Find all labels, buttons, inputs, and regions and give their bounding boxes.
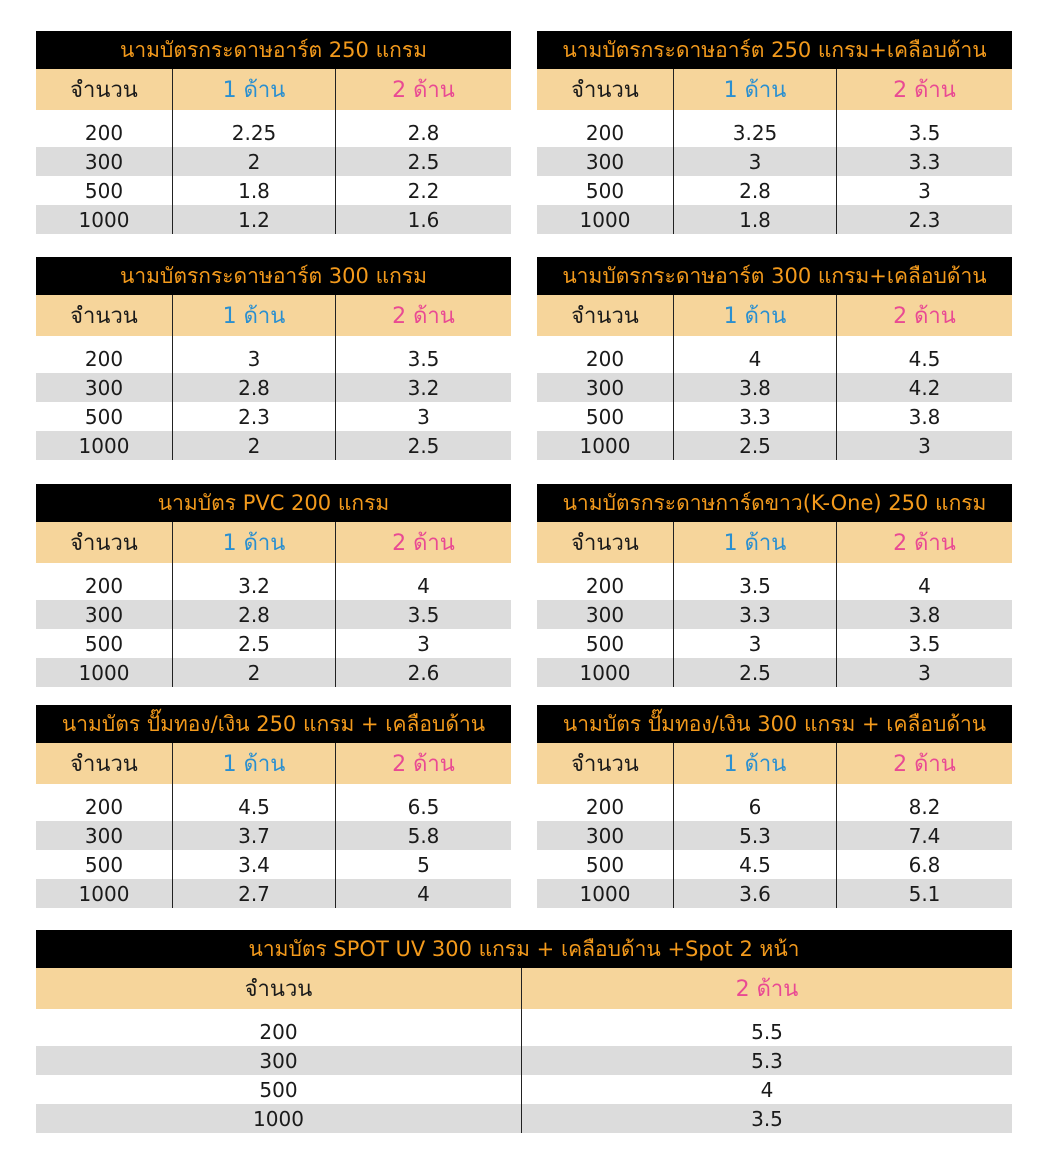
price-one-side-cell: 2: [172, 431, 335, 460]
price-two-side-cell: 5.1: [836, 879, 1012, 908]
price-two-side-cell: 2.6: [335, 658, 511, 687]
price-one-side-cell: 3.3: [673, 402, 836, 431]
header-qty: จำนวน: [571, 531, 639, 556]
table-row: [537, 792, 1012, 821]
header-one-side: 1 ด้าน: [673, 69, 836, 110]
qty-cell: 1000: [78, 660, 130, 685]
table-row: [537, 118, 1012, 147]
price-one-side-cell: 2.3: [172, 402, 335, 431]
price-table: [36, 257, 511, 460]
price-one-side-cell: 3.6: [673, 879, 836, 908]
header-qty: จำนวน: [70, 78, 138, 103]
header-one-side: 1 ด้าน: [172, 69, 335, 110]
table-row: [36, 792, 511, 821]
price-two-side-cell: 1.6: [335, 205, 511, 234]
table-row: [537, 205, 1012, 234]
table-header: [537, 295, 1012, 336]
table-row: [36, 600, 511, 629]
header-two-side: 2 ด้าน: [335, 522, 511, 563]
header-two-side: 2 ด้าน: [335, 69, 511, 110]
qty-cell: 500: [585, 178, 625, 203]
qty-cell: 200: [585, 120, 625, 145]
qty-cell: 300: [585, 375, 625, 400]
table-header: [36, 522, 511, 563]
qty-cell: 300: [585, 823, 625, 848]
table-row: [36, 571, 511, 600]
qty-cell: 200: [585, 346, 625, 371]
table-row: [36, 821, 511, 850]
price-two-side-cell: 4: [335, 571, 511, 600]
table-header: [537, 743, 1012, 784]
header-one-side: 1 ด้าน: [172, 522, 335, 563]
price-two-side-cell: 6.8: [836, 850, 1012, 879]
price-two-side-cell: 3.8: [836, 402, 1012, 431]
header-one-side: 1 ด้าน: [673, 295, 836, 336]
price-two-side-cell: 4: [521, 1075, 1012, 1104]
price-one-side-cell: 3.4: [172, 850, 335, 879]
table-row: [537, 373, 1012, 402]
price-one-side-cell: 3.8: [673, 373, 836, 402]
header-two-side: 2 ด้าน: [836, 69, 1012, 110]
price-one-side-cell: 2.8: [172, 600, 335, 629]
header-qty: จำนวน: [244, 977, 313, 1002]
qty-cell: 1000: [579, 207, 631, 232]
header-two-side: 2 ด้าน: [521, 968, 1012, 1009]
table-title: นามบัตร PVC 200 แกรม: [36, 484, 511, 522]
table-row: [537, 879, 1012, 908]
header-one-side: 1 ด้าน: [673, 743, 836, 784]
qty-cell: 500: [585, 852, 625, 877]
price-one-side-cell: 3: [673, 147, 836, 176]
qty-cell: 1000: [579, 660, 631, 685]
table-row: [537, 571, 1012, 600]
header-qty: จำนวน: [571, 304, 639, 329]
table-row: [36, 1046, 1012, 1075]
table-title: นามบัตร ปั๊มทอง/เงิน 300 แกรม + เคลือบด้าน: [537, 705, 1012, 743]
price-two-side-cell: 2.8: [335, 118, 511, 147]
price-one-side-cell: 2.5: [172, 629, 335, 658]
price-two-side-cell: 4: [836, 571, 1012, 600]
price-two-side-cell: 3.3: [836, 147, 1012, 176]
price-one-side-cell: 2.8: [673, 176, 836, 205]
qty-cell: 1000: [579, 433, 631, 458]
price-one-side-cell: 2.25: [172, 118, 335, 147]
table-row: [36, 402, 511, 431]
price-two-side-cell: 2.3: [836, 205, 1012, 234]
price-table: [537, 484, 1012, 687]
price-two-side-cell: 4: [335, 879, 511, 908]
price-two-side-cell: 2.5: [335, 147, 511, 176]
qty-cell: 200: [84, 794, 124, 819]
price-table: [537, 31, 1012, 234]
price-one-side-cell: 3: [172, 344, 335, 373]
price-table: [537, 705, 1012, 908]
qty-cell: 500: [84, 404, 124, 429]
qty-cell: 500: [585, 404, 625, 429]
price-two-side-cell: 5.5: [521, 1017, 1012, 1046]
price-one-side-cell: 3.5: [673, 571, 836, 600]
qty-cell: 300: [585, 602, 625, 627]
qty-cell: 500: [585, 631, 625, 656]
price-one-side-cell: 2.8: [172, 373, 335, 402]
qty-cell: 1000: [78, 207, 130, 232]
price-two-side-cell: 5.8: [335, 821, 511, 850]
table-row: [537, 629, 1012, 658]
header-qty: จำนวน: [571, 752, 639, 777]
price-two-side-cell: 3: [836, 176, 1012, 205]
table-header: [36, 968, 1012, 1009]
table-row: [537, 850, 1012, 879]
qty-cell: 500: [84, 852, 124, 877]
qty-cell: 300: [585, 149, 625, 174]
table-row: [36, 879, 511, 908]
table-row: [36, 629, 511, 658]
table-header: [537, 522, 1012, 563]
price-two-side-cell: 3.5: [521, 1104, 1012, 1133]
price-two-side-cell: 5.3: [521, 1046, 1012, 1075]
table-row: [537, 431, 1012, 460]
price-two-side-cell: 5: [335, 850, 511, 879]
table-row: [36, 1104, 1012, 1133]
price-two-side-cell: 8.2: [836, 792, 1012, 821]
table-title: นามบัตรกระดาษอาร์ต 300 แกรม+เคลือบด้าน: [537, 257, 1012, 295]
price-two-side-cell: 3: [836, 658, 1012, 687]
table-row: [36, 658, 511, 687]
table-row: [36, 205, 511, 234]
price-one-side-cell: 1.8: [172, 176, 335, 205]
price-table-spot-uv: [36, 930, 1012, 1133]
header-qty: จำนวน: [571, 78, 639, 103]
price-two-side-cell: 3.5: [335, 344, 511, 373]
header-two-side: 2 ด้าน: [335, 295, 511, 336]
qty-cell: 500: [84, 178, 124, 203]
table-row: [36, 118, 511, 147]
table-row: [36, 850, 511, 879]
table-row: [537, 600, 1012, 629]
qty-cell: 300: [84, 823, 124, 848]
price-one-side-cell: 2: [172, 658, 335, 687]
header-qty: จำนวน: [70, 531, 138, 556]
price-one-side-cell: 2.5: [673, 658, 836, 687]
header-two-side: 2 ด้าน: [836, 743, 1012, 784]
price-two-side-cell: 7.4: [836, 821, 1012, 850]
table-row: [537, 344, 1012, 373]
qty-cell: 300: [259, 1048, 298, 1073]
price-one-side-cell: 2.5: [673, 431, 836, 460]
header-one-side: 1 ด้าน: [172, 295, 335, 336]
price-one-side-cell: 2: [172, 147, 335, 176]
table-title: นามบัตรกระดาษอาร์ต 250 แกรม+เคลือบด้าน: [537, 31, 1012, 69]
price-two-side-cell: 3.5: [335, 600, 511, 629]
table-row: [537, 821, 1012, 850]
table-row: [537, 402, 1012, 431]
qty-cell: 200: [84, 346, 124, 371]
table-header: [36, 295, 511, 336]
header-two-side: 2 ด้าน: [836, 522, 1012, 563]
price-two-side-cell: 4.5: [836, 344, 1012, 373]
qty-cell: 200: [259, 1019, 298, 1044]
price-one-side-cell: 3.7: [172, 821, 335, 850]
table-header: [36, 69, 511, 110]
price-one-side-cell: 5.3: [673, 821, 836, 850]
price-two-side-cell: 2.5: [335, 431, 511, 460]
qty-cell: 200: [585, 794, 625, 819]
price-one-side-cell: 3.2: [172, 571, 335, 600]
price-two-side-cell: 2.2: [335, 176, 511, 205]
table-title: นามบัตร ปั๊มทอง/เงิน 250 แกรม + เคลือบด้าน: [36, 705, 511, 743]
table-title: นามบัตรกระดาษอาร์ต 250 แกรม: [36, 31, 511, 69]
price-one-side-cell: 3.25: [673, 118, 836, 147]
table-title: นามบัตร SPOT UV 300 แกรม + เคลือบด้าน +Spot 2 หน้า: [36, 930, 1012, 968]
price-two-side-cell: 3: [335, 629, 511, 658]
table-title: นามบัตรกระดาษการ์ดขาว(K-One) 250 แกรม: [537, 484, 1012, 522]
qty-cell: 1000: [78, 881, 130, 906]
header-qty: จำนวน: [70, 752, 138, 777]
qty-cell: 300: [84, 375, 124, 400]
price-one-side-cell: 4.5: [673, 850, 836, 879]
price-one-side-cell: 3.3: [673, 600, 836, 629]
qty-cell: 300: [84, 149, 124, 174]
price-one-side-cell: 3: [673, 629, 836, 658]
header-two-side: 2 ด้าน: [335, 743, 511, 784]
table-row: [537, 176, 1012, 205]
price-one-side-cell: 4: [673, 344, 836, 373]
price-two-side-cell: 3: [836, 431, 1012, 460]
price-table: [36, 705, 511, 908]
qty-cell: 200: [585, 573, 625, 598]
price-two-side-cell: 3.5: [836, 629, 1012, 658]
price-table: [537, 257, 1012, 460]
header-one-side: 1 ด้าน: [172, 743, 335, 784]
price-two-side-cell: 6.5: [335, 792, 511, 821]
price-one-side-cell: 1.8: [673, 205, 836, 234]
qty-cell: 300: [84, 602, 124, 627]
table-row: [537, 658, 1012, 687]
qty-cell: 200: [84, 573, 124, 598]
price-two-side-cell: 3.8: [836, 600, 1012, 629]
qty-cell: 1000: [78, 433, 130, 458]
header-one-side: 1 ด้าน: [673, 522, 836, 563]
header-two-side: 2 ด้าน: [836, 295, 1012, 336]
table-title: นามบัตรกระดาษอาร์ต 300 แกรม: [36, 257, 511, 295]
table-row: [36, 1075, 1012, 1104]
table-header: [36, 743, 511, 784]
header-qty: จำนวน: [70, 304, 138, 329]
price-table: [36, 484, 511, 687]
price-two-side-cell: 3: [335, 402, 511, 431]
table-header: [537, 69, 1012, 110]
table-row: [36, 431, 511, 460]
table-row: [36, 344, 511, 373]
price-one-side-cell: 2.7: [172, 879, 335, 908]
table-row: [36, 147, 511, 176]
qty-cell: 200: [84, 120, 124, 145]
price-two-side-cell: 4.2: [836, 373, 1012, 402]
qty-cell: 500: [259, 1077, 298, 1102]
table-row: [537, 147, 1012, 176]
price-one-side-cell: 1.2: [172, 205, 335, 234]
table-row: [36, 176, 511, 205]
qty-cell: 500: [84, 631, 124, 656]
price-table: [36, 31, 511, 234]
price-two-side-cell: 3.2: [335, 373, 511, 402]
qty-cell: 1000: [579, 881, 631, 906]
price-one-side-cell: 6: [673, 792, 836, 821]
price-one-side-cell: 4.5: [172, 792, 335, 821]
qty-cell: 1000: [253, 1106, 304, 1131]
price-two-side-cell: 3.5: [836, 118, 1012, 147]
table-row: [36, 1017, 1012, 1046]
table-row: [36, 373, 511, 402]
